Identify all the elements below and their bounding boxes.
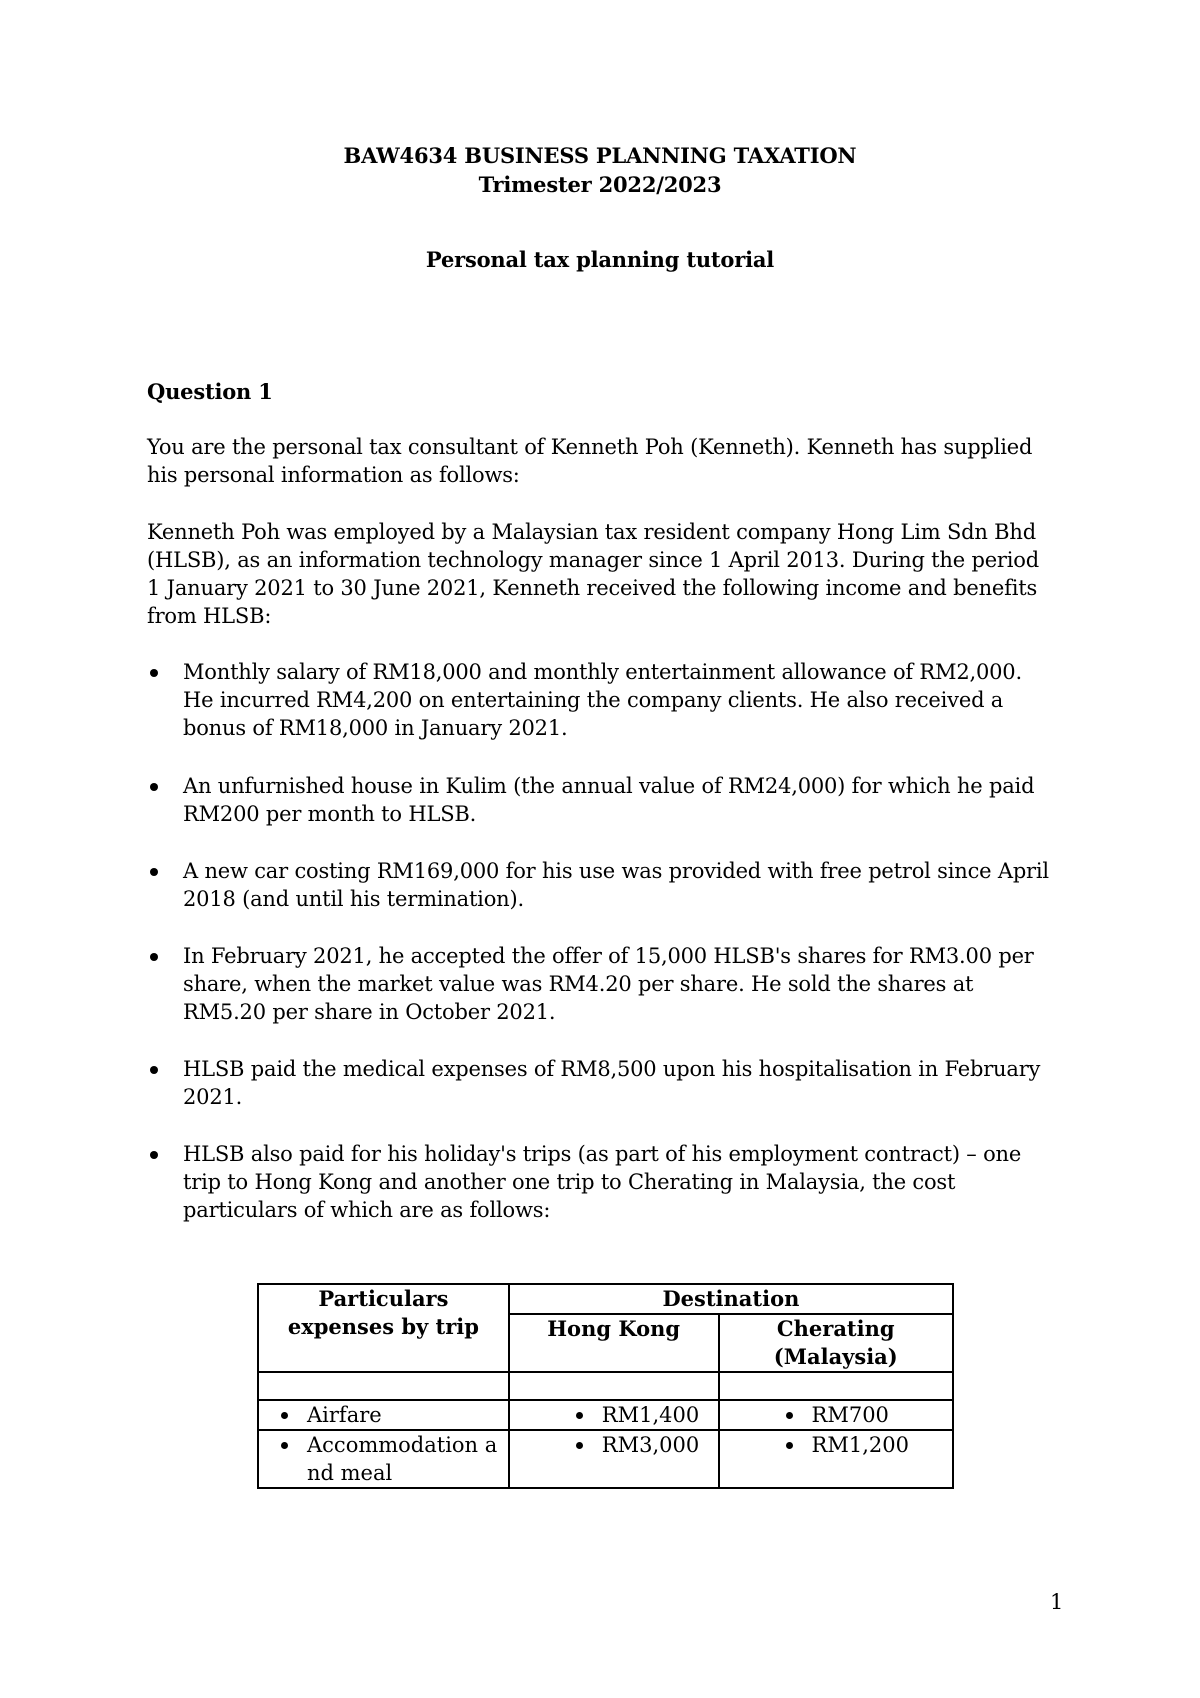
bullet-icon (576, 1442, 583, 1449)
list-item (183, 772, 1053, 828)
page-number: 1 (1050, 1590, 1064, 1614)
tutorial-title: Personal tax planning tutorial (425, 247, 775, 272)
hong-kong-header: Hong Kong (509, 1314, 719, 1372)
list-item-text: HLSB paid the medical expenses of RM8,500 upon his hospitalisation in February 2021. (183, 1057, 1041, 1109)
bullet-icon (150, 783, 158, 791)
table-cell: Airfare (258, 1400, 509, 1430)
list-item (183, 857, 1053, 913)
intro-paragraph: You are the personal tax consultant of Kenneth Poh (Kenneth). Kenneth has supplied his personal information as follows: (147, 435, 1033, 487)
list-item (183, 1140, 1053, 1224)
table-cell: RM1,400 (509, 1400, 719, 1430)
table-header-row (258, 1284, 953, 1314)
table-row (258, 1430, 953, 1488)
context-paragraph: Kenneth Poh was employed by a Malaysian tax resident company Hong Lim Sdn Bhd (HLSB), as an information technology manager since 1 April 2013. During the period 1 January 2021 to 30 June 2021, Kenneth received the following income and benefits from HLSB: (147, 520, 1039, 628)
particulars-header: Particulars expenses by trip (258, 1284, 509, 1372)
list-item (183, 1055, 1053, 1111)
bullet-icon (150, 669, 158, 677)
list-item (183, 658, 1053, 742)
destination-header: Destination (509, 1284, 953, 1314)
trip-cost-table (257, 1283, 954, 1489)
bullet-icon (786, 1442, 793, 1449)
bullet-icon (150, 1151, 158, 1159)
term-title: Trimester 2022/2023 (478, 172, 722, 197)
bullet-icon (150, 868, 158, 876)
course-title: BAW4634 BUSINESS PLANNING TAXATION (343, 143, 857, 168)
list-item-text: An unfurnished house in Kulim (the annual value of RM24,000) for which he paid RM200 per month to HLSB. (183, 774, 1035, 826)
list-item (183, 942, 1053, 1026)
table-row (258, 1400, 953, 1430)
table-cell: Accommodation and meal (258, 1430, 509, 1488)
table-cell: RM700 (719, 1400, 953, 1430)
list-item-text: In February 2021, he accepted the offer of 15,000 HLSB's shares for RM3.00 per share, when the market value was RM4.20 per share. He sold the shares at RM5.20 per share in October 2021. (183, 944, 1034, 1024)
bullet-icon (150, 953, 158, 961)
question-heading: Question 1 (147, 379, 273, 404)
bullet-icon (281, 1442, 288, 1449)
bullet-icon (281, 1412, 288, 1419)
cherating-header: Cherating (Malaysia) (719, 1314, 953, 1372)
bullet-icon (576, 1412, 583, 1419)
list-item-text: HLSB also paid for his holiday's trips (as part of his employment contract) – one trip to Hong Kong and another one trip to Cherating in Malaysia, the cost particulars of which are as follows: (183, 1142, 1022, 1222)
list-item-text: A new car costing RM169,000 for his use was provided with free petrol since April 2018 (and until his termination). (183, 859, 1049, 911)
table-cell: RM3,000 (509, 1430, 719, 1488)
table-row-empty (258, 1372, 953, 1400)
table-cell: RM1,200 (719, 1430, 953, 1488)
bullet-icon (786, 1412, 793, 1419)
list-item-text: Monthly salary of RM18,000 and monthly entertainment allowance of RM2,000. He incurred RM4,200 on entertaining the company clients. He also received a bonus of RM18,000 in January 2021. (183, 660, 1022, 740)
bullet-icon (150, 1066, 158, 1074)
